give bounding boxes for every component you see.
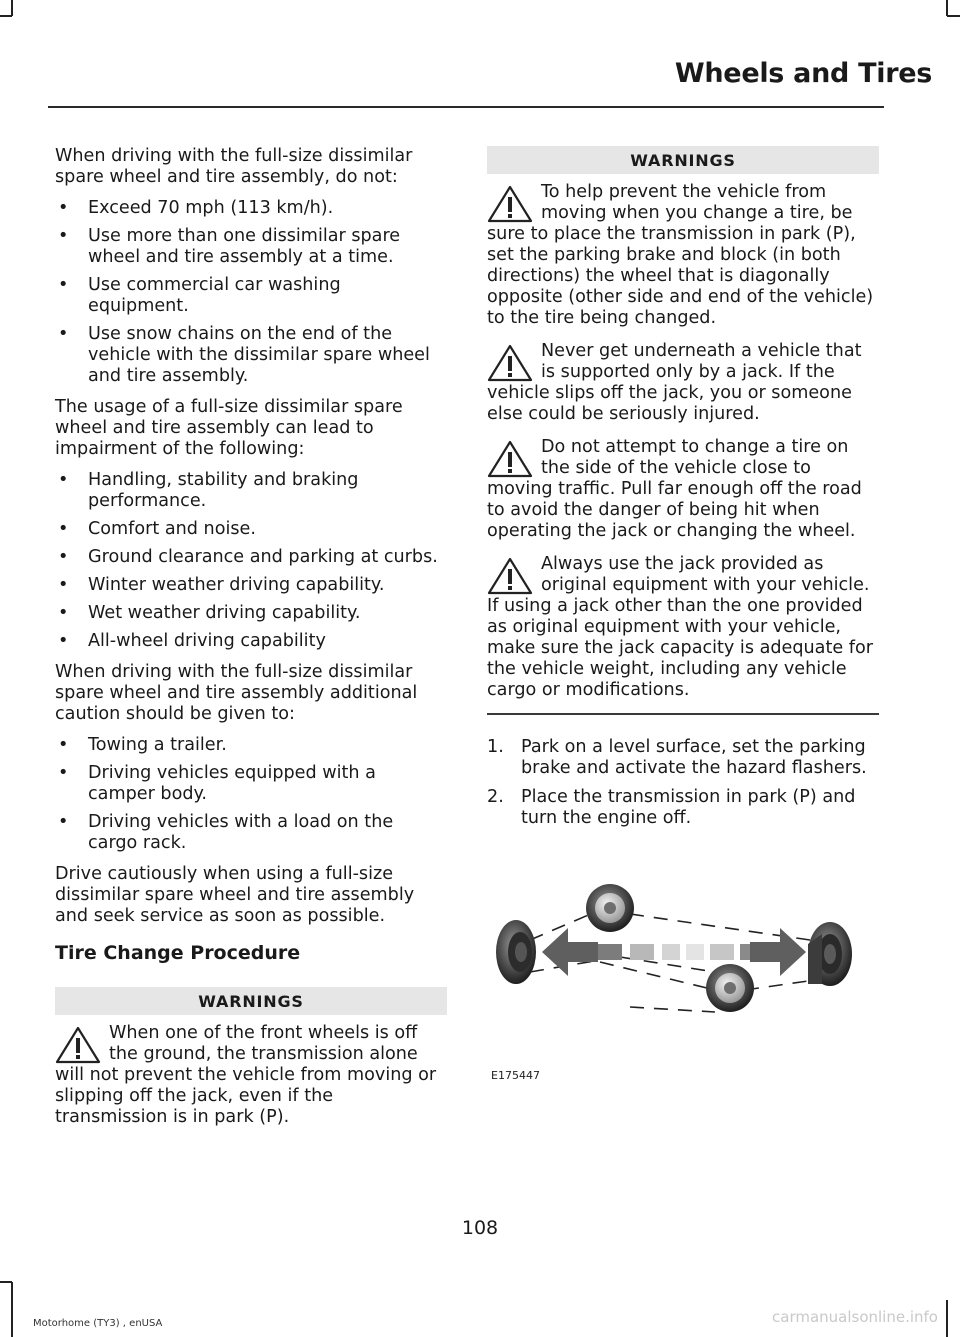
step-number: 1. [487, 737, 504, 757]
tire-bottom [706, 964, 754, 1012]
crop-mark [0, 15, 12, 17]
header-divider [48, 106, 884, 108]
warning-item [487, 554, 879, 701]
do-not-intro: When driving with the full-size dissimilar spare wheel and tire assembly, do not: [55, 146, 413, 187]
step-number: 2. [487, 787, 504, 807]
tire-left [496, 920, 536, 984]
bullet-icon: • [58, 812, 69, 832]
warning-text: When one of the front wheels is off the ground, the transmission alone will not prevent the vehicle from moving or slipping off the jack, even if the transmission is in park (P). [55, 1023, 437, 1127]
impairment-list [55, 470, 447, 652]
closing-paragraph: Drive cautiously when using a full-size dissimilar spare wheel and tire assembly and seek service as soon as possible. [55, 864, 415, 926]
list-item: • Use commercial car washing equipment. [58, 275, 341, 316]
warnings-box [487, 146, 879, 701]
bullet-icon: • [58, 631, 69, 651]
warning-text: To help prevent the vehicle from moving when you change a tire, be sure to place the transmission in park (P), set the parking brake and block (in both directions) the wheel that is diagonally opposite (other side and end of the vehicle) to the tire being changed. [487, 182, 874, 328]
list-item: • Comfort and noise. [58, 519, 256, 539]
warning-text: Always use the jack provided as original equipment with your vehicle. If using a jack other than the one provided as original equipment with your vehicle, make sure the jack capacity is adequate for the vehicle weight, including any vehicle cargo or modifications. [487, 554, 873, 700]
list-item: • Winter weather driving capability. [58, 575, 385, 595]
warning-text: Never get underneath a vehicle that is supported only by a jack. If the vehicle slips off the jack, you or someone else could be seriously injured. [487, 341, 862, 424]
page-title: Wheels and Tires [674, 58, 932, 89]
warning-triangle-icon [487, 343, 533, 383]
warning-triangle-icon [487, 556, 533, 596]
crop-mark [946, 1300, 948, 1337]
warning-item [487, 437, 879, 542]
left-column [55, 146, 447, 1140]
caution-intro: When driving with the full-size dissimilar spare wheel and tire assembly additional caution should be given to: [55, 662, 418, 724]
tire-top [586, 884, 634, 932]
warning-item [55, 1023, 447, 1128]
warning-item [487, 341, 879, 425]
list-item: • Towing a trailer. [58, 735, 227, 755]
bullet-icon: • [58, 324, 69, 344]
list-item: • Exceed 70 mph (113 km/h). [58, 198, 334, 218]
wheel-blocking-illustration [490, 872, 862, 1084]
step-text: Place the transmission in park (P) and turn the engine off. [521, 787, 856, 828]
impairment-intro: The usage of a full-size dissimilar spare wheel and tire assembly can lead to impairment of the following: [55, 397, 403, 459]
warnings-heading: WARNINGS [487, 146, 879, 174]
list-item: • Driving vehicles with a load on the cargo rack. [58, 812, 394, 853]
warning-item [487, 182, 879, 329]
bullet-icon: • [58, 575, 69, 595]
step-text: Park on a level surface, set the parking brake and activate the hazard flashers. [521, 737, 867, 778]
bullet-icon: • [58, 547, 69, 567]
step-item [487, 787, 879, 829]
warnings-box [55, 987, 447, 1128]
footer-text: Motorhome (TY3) , enUSA [33, 1318, 163, 1329]
crop-mark [947, 15, 960, 17]
page-number: 108 [461, 1217, 499, 1239]
warning-triangle-icon [487, 439, 533, 479]
warnings-heading: WARNINGS [55, 987, 447, 1015]
do-not-list [55, 198, 447, 387]
bullet-icon: • [58, 603, 69, 623]
section-divider [487, 713, 879, 715]
watermark: carmanualsonline.info [772, 1308, 938, 1326]
bullet-icon: • [58, 226, 69, 246]
list-item: • Use more than one dissimilar spare wheel and tire assembly at a time. [58, 226, 401, 267]
list-item: • Handling, stability and braking performance. [58, 470, 359, 511]
procedure-steps [487, 737, 879, 829]
list-item: • Driving vehicles equipped with a camper body. [58, 763, 376, 804]
left-arrow-icon [542, 928, 598, 976]
bullet-icon: • [58, 275, 69, 295]
step-item [487, 737, 879, 779]
figure-caption: E175447 [491, 1069, 540, 1082]
crop-mark [11, 1282, 13, 1337]
warning-triangle-icon [55, 1025, 101, 1065]
bullet-icon: • [58, 735, 69, 755]
right-column [487, 146, 879, 837]
bullet-icon: • [58, 198, 69, 218]
tire-right [808, 922, 852, 986]
list-item: • Use snow chains on the end of the vehicle with the dissimilar spare wheel and tire assembly. [58, 324, 430, 386]
crop-mark [0, 1281, 12, 1283]
warning-triangle-icon [487, 184, 533, 224]
list-item: • Wet weather driving capability. [58, 603, 361, 623]
list-item: • Ground clearance and parking at curbs. [58, 547, 438, 567]
section-heading: Tire Change Procedure [55, 942, 301, 964]
list-item: • All-wheel driving capability [58, 631, 326, 651]
bullet-icon: • [58, 470, 69, 490]
crop-mark [11, 0, 13, 16]
caution-list [55, 735, 447, 854]
bullet-icon: • [58, 519, 69, 539]
warning-text: Do not attempt to change a tire on the side of the vehicle close to moving traffic. Pull far enough off the road to avoid the danger of being hit when operating the jack or changing the wheel. [487, 437, 862, 541]
bullet-icon: • [58, 763, 69, 783]
crop-mark [946, 0, 948, 16]
